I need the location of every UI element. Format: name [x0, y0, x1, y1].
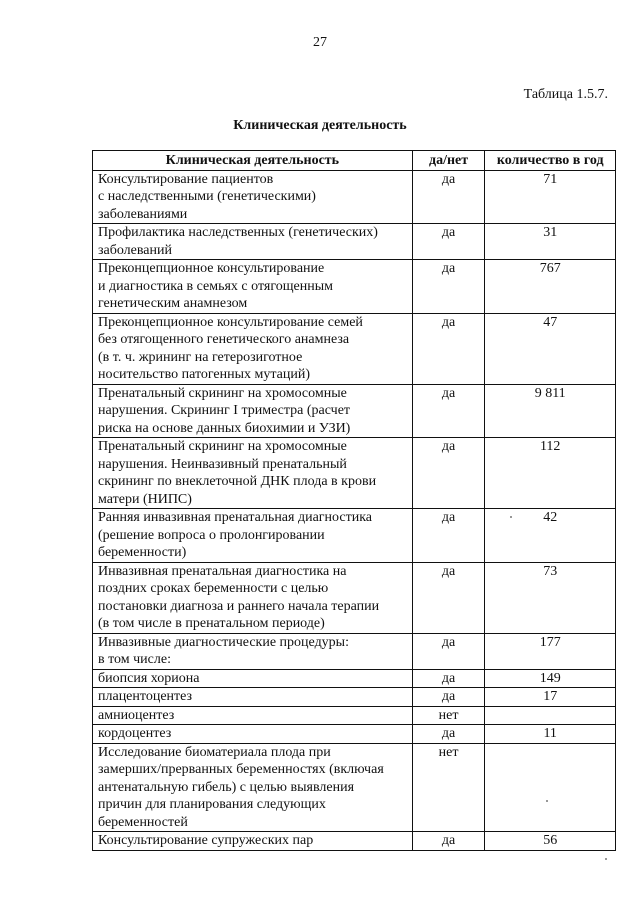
activity-text-line: Профилактика наследственных (генетических) [98, 225, 378, 240]
yes-no-cell: да [412, 832, 485, 851]
activity-cell [93, 706, 413, 725]
table-row [93, 170, 616, 224]
count-cell [485, 706, 616, 725]
activity-text-line: генетическим анамнезом [98, 296, 248, 311]
activity-text-line: Инвазивные диагностические процедуры: [98, 634, 349, 650]
yes-no-cell: да [412, 688, 485, 707]
yes-no-cell: да [412, 633, 485, 669]
count-cell: 73 [485, 562, 616, 633]
activity-text-line: риска на основе данных биохимии и УЗИ) [98, 420, 351, 436]
table-row [93, 669, 616, 688]
activity-text-line: Инвазивная пренатальная диагностика на [98, 563, 347, 579]
yes-no-cell: да [412, 438, 485, 509]
activity-text-line: замерших/прерванных беременностях (включая [98, 762, 384, 777]
activity-text-line: в том числе: [98, 652, 171, 667]
activity-text-line: Ранняя инвазивная пренатальная диагностика [98, 510, 372, 525]
table-row [93, 743, 616, 832]
count-cell: 42 [485, 509, 616, 563]
count-cell: 11 [485, 725, 616, 744]
count-cell: 9 811 [485, 384, 616, 438]
page-number: 27 [313, 35, 327, 50]
table-row [93, 438, 616, 509]
scan-speck [605, 858, 607, 860]
table-row [93, 562, 616, 633]
activity-text-line: антенатальную гибель) с целью выявления [98, 779, 355, 795]
activity-cell [93, 224, 413, 260]
yes-no-cell: да [412, 224, 485, 260]
yes-no-cell: да [412, 725, 485, 744]
yes-no-cell: да [412, 170, 485, 224]
activity-text-line: Пренатальный скрининг на хромосомные [98, 385, 347, 401]
activity-cell [93, 260, 413, 314]
activity-text-line: беременности) [98, 545, 187, 560]
activity-cell [93, 562, 413, 633]
count-cell [485, 743, 616, 832]
table-row [93, 260, 616, 314]
activity-text-line: с наследственными (генетическими) [98, 189, 316, 204]
yes-no-cell: нет [412, 743, 485, 832]
yes-no-cell: да [412, 260, 485, 314]
activity-text-line: Исследование биоматериала плода при [98, 744, 331, 760]
table-row [93, 706, 616, 725]
activity-text-line: поздних сроках беременности с целью [98, 581, 329, 596]
activity-text-line: Преконцепционное консультирование семей [98, 314, 363, 330]
table-row [93, 832, 616, 851]
table-row [93, 224, 616, 260]
yes-no-cell: да [412, 562, 485, 633]
activity-text-line: (решение вопроса о пролонгировании [98, 527, 325, 543]
count-cell: 31 [485, 224, 616, 260]
activity-cell [93, 743, 413, 832]
header-count-per-year: количество в год [485, 151, 616, 171]
activity-text-line: нарушения. Неинвазивный пренатальный [98, 456, 347, 472]
yes-no-cell: да [412, 313, 485, 384]
activity-cell [93, 688, 413, 707]
activity-cell [93, 438, 413, 509]
activity-text-line: Преконцепционное консультирование [98, 261, 325, 276]
scan-speck [546, 800, 548, 802]
activity-text-line: причин для планирования следующих [98, 797, 326, 812]
count-cell: 149 [485, 669, 616, 688]
activity-text-line: матери (НИПС) [98, 491, 192, 507]
count-cell: 112 [485, 438, 616, 509]
activity-cell [93, 313, 413, 384]
header-yes-no: да/нет [412, 151, 485, 171]
activity-text-line: беременностей [98, 814, 188, 830]
table-header-row [93, 151, 616, 171]
activity-text-line: плацентоцентез [98, 689, 193, 704]
activity-text-line: амниоцентез [98, 707, 175, 723]
count-cell: 177 [485, 633, 616, 669]
activity-text-line: Консультирование пациентов [98, 171, 274, 187]
table-row [93, 688, 616, 707]
table-label: Таблица 1.5.7. [523, 87, 608, 102]
activity-text-line: без отягощенного генетического анамнеза [98, 332, 350, 347]
activity-text-line: (в том числе в пренатальном периоде) [98, 616, 325, 631]
activity-text-line: заболеваний [98, 242, 172, 258]
count-cell: 56 [485, 832, 616, 851]
scan-speck [510, 516, 512, 518]
table-row [93, 384, 616, 438]
yes-no-cell: да [412, 509, 485, 563]
activity-cell [93, 725, 413, 744]
activity-text-line: и диагностика в семьях с отягощенным [98, 278, 333, 294]
activity-text-line: нарушения. Скрининг I триместра (расчет [98, 403, 351, 418]
activity-text-line: скрининг по внеклеточной ДНК плода в крови [98, 474, 377, 489]
count-cell: 17 [485, 688, 616, 707]
table-row [93, 725, 616, 744]
clinical-activity-table [92, 150, 616, 851]
activity-text-line: постановки диагноза и раннего начала терапии [98, 598, 380, 614]
activity-text-line: биопсия хориона [98, 670, 200, 686]
activity-text-line: Консультирование супружеских пар [98, 833, 314, 848]
activity-text-line: заболеваниями [98, 206, 188, 222]
activity-text-line: (в т. ч. жрининг на гетерозиготное [98, 349, 303, 365]
activity-cell [93, 669, 413, 688]
yes-no-cell: да [412, 669, 485, 688]
table-row [93, 313, 616, 384]
table-row [93, 509, 616, 563]
table-body [93, 170, 616, 850]
activity-cell [93, 509, 413, 563]
activity-cell [93, 384, 413, 438]
yes-no-cell: нет [412, 706, 485, 725]
header-activity: Клиническая деятельность [93, 151, 413, 171]
yes-no-cell: да [412, 384, 485, 438]
activity-cell [93, 633, 413, 669]
count-cell: 47 [485, 313, 616, 384]
activity-text-line: носительство патогенных мутаций) [98, 367, 311, 382]
count-cell: 71 [485, 170, 616, 224]
activity-text-line: Пренатальный скрининг на хромосомные [98, 439, 347, 454]
table-row [93, 633, 616, 669]
activity-text-line: кордоцентез [98, 726, 172, 741]
table-heading: Клиническая деятельность [233, 118, 407, 133]
count-cell: 767 [485, 260, 616, 314]
activity-cell [93, 170, 413, 224]
activity-cell [93, 832, 413, 851]
